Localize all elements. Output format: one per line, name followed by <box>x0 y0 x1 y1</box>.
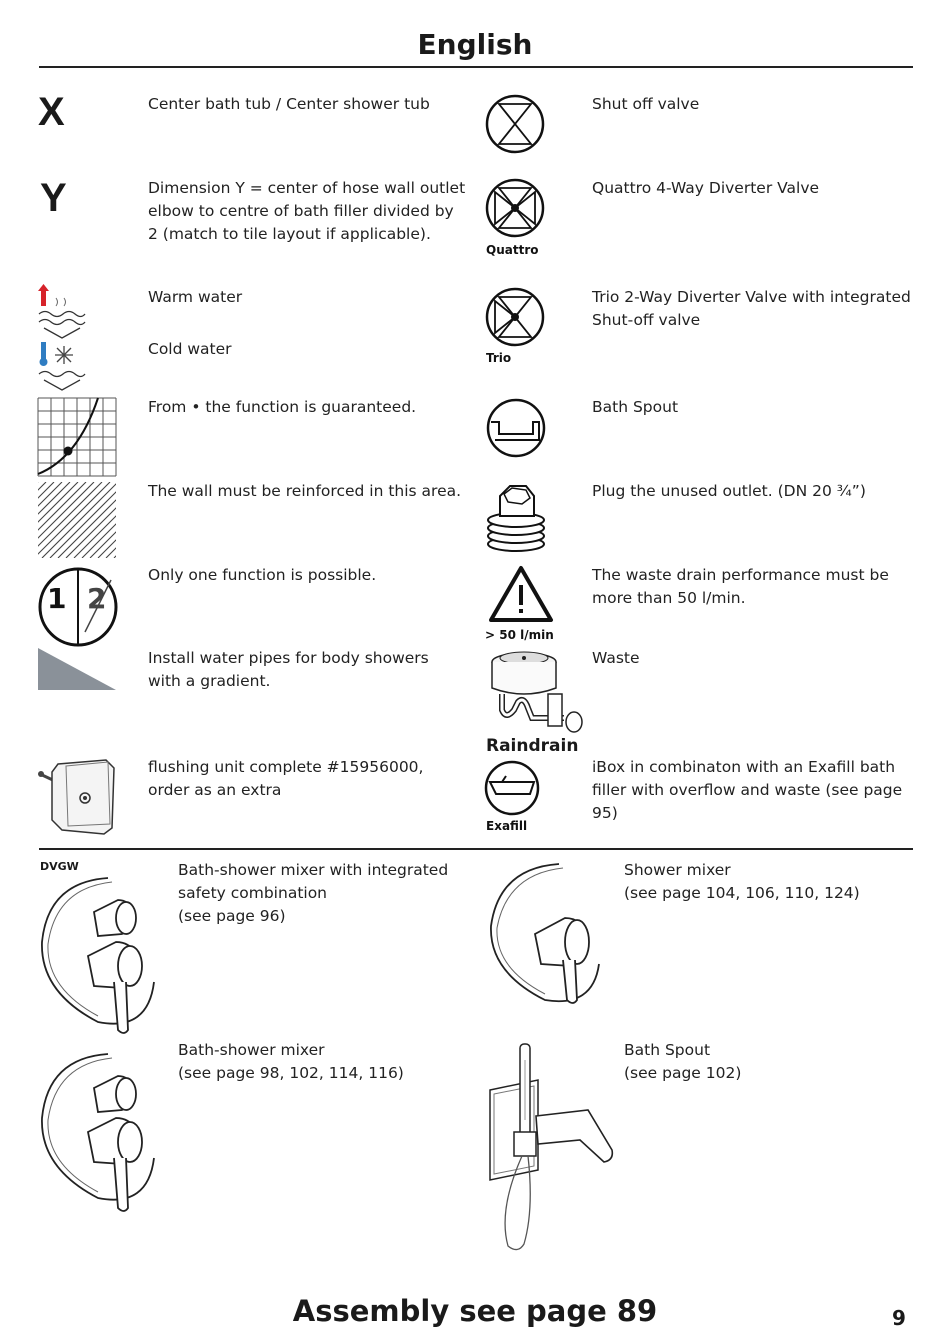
legend-bath-spout-text: Bath Spout <box>592 398 679 416</box>
x-symbol: X <box>38 90 65 134</box>
legend-trio-text: Trio 2-Way Diverter Valve with integrated Shut-off valve <box>592 288 911 329</box>
function-one-label: 1 <box>47 582 67 615</box>
cold-water-icon <box>36 340 88 392</box>
product3-line2: (see page 98, 102, 114, 116) <box>178 1064 404 1082</box>
flow-rate-label: > 50 l/min <box>485 628 554 642</box>
header-rule <box>39 66 913 68</box>
legend-waste-text: Waste <box>592 649 640 667</box>
bath-shower-mixer-image <box>38 1048 158 1214</box>
bath-spout-image <box>478 1040 618 1256</box>
product2-line1: Shower mixer <box>624 861 731 879</box>
dvgw-badge: DVGW <box>40 860 79 873</box>
product1-line2: safety combination <box>178 884 328 902</box>
raindrain-label: Raindrain <box>486 736 579 756</box>
product1-line1: Bath-shower mixer with integrated <box>178 861 449 879</box>
legend-y-text: Dimension Y = center of hose wall outlet elbow to centre of bath filler divided by 2 (match to tile layout if applicable). <box>148 179 466 243</box>
legend-warm-text: Warm water <box>148 288 243 306</box>
legend-reinforce-text: The wall must be reinforced in this area. <box>148 482 462 500</box>
function-curve-icon <box>38 398 116 476</box>
flushing-unit-icon <box>38 756 120 836</box>
product3-line1: Bath-shower mixer <box>178 1041 325 1059</box>
shut-off-valve-icon <box>485 94 545 154</box>
product4-line2: (see page 102) <box>624 1064 742 1082</box>
wall-reinforce-icon <box>38 482 116 558</box>
product2-line2: (see page 104, 106, 110, 124) <box>624 884 860 902</box>
y-symbol: Y <box>40 176 67 220</box>
legend-x-text: Center bath tub / Center shower tub <box>148 95 430 113</box>
waste-icon <box>482 648 588 736</box>
gradient-icon <box>38 648 116 690</box>
legend-function-text: From • the function is guaranteed. <box>148 398 417 416</box>
quattro-label: Quattro <box>486 243 539 257</box>
legend-exafill-text: iBox in combinaton with an Exafill bath filler with overflow and waste (see page 95) <box>592 758 903 822</box>
legend-quattro-text: Quattro 4-Way Diverter Valve <box>592 179 820 197</box>
plug-icon <box>484 480 548 552</box>
legend-drain-text: The waste drain performance must be more than 50 l/min. <box>592 566 889 607</box>
legend-shutoff-text: Shut off valve <box>592 95 700 113</box>
bath-spout-icon <box>485 398 547 458</box>
function-two-label: 2 <box>87 582 107 615</box>
legend-gradient-text: Install water pipes for body showers with a gradient. <box>148 649 429 690</box>
shower-mixer-image <box>485 860 605 1010</box>
exafill-icon <box>484 760 546 816</box>
product1-line3: (see page 96) <box>178 907 286 925</box>
legend-one-function-text: Only one function is possible. <box>148 566 377 584</box>
warning-icon <box>488 565 554 623</box>
assembly-reference: Assembly see page 89 <box>292 1294 658 1328</box>
trio-valve-icon <box>485 287 545 347</box>
legend-cold-text: Cold water <box>148 340 232 358</box>
exafill-label: Exafill <box>486 819 528 833</box>
legend-flushing-text: flushing unit complete #15956000, order as an extra <box>148 758 424 799</box>
page-number: 9 <box>892 1306 906 1330</box>
legend-plug-text: Plug the unused outlet. (DN 20 ¾”) <box>592 482 866 500</box>
section-rule <box>39 848 913 850</box>
warm-water-icon <box>36 284 88 342</box>
page-title: English <box>417 28 533 61</box>
bath-shower-mixer-safety-image <box>38 872 158 1034</box>
product4-line1: Bath Spout <box>624 1041 711 1059</box>
trio-label: Trio <box>486 351 512 365</box>
quattro-valve-icon <box>485 178 545 238</box>
